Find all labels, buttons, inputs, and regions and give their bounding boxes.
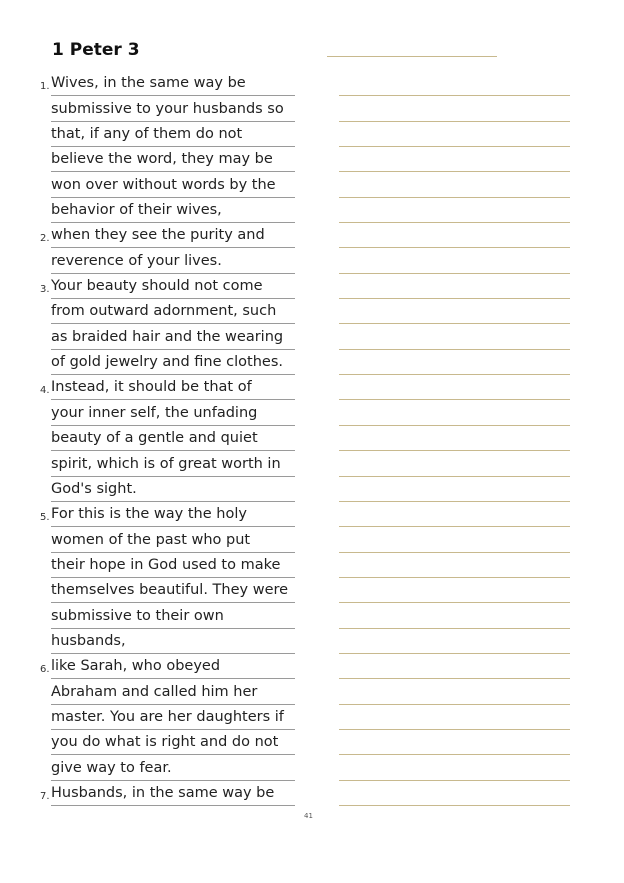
blank-writing-line[interactable] (339, 655, 570, 680)
blank-writing-line[interactable] (339, 199, 570, 224)
verse-line-text: of gold jewelry and fine clothes. (51, 350, 295, 375)
blank-writing-line[interactable] (339, 452, 570, 477)
blank-writing-line[interactable] (339, 680, 570, 705)
verse-line-text: like Sarah, who obeyed (51, 654, 295, 679)
verse-line-text: their hope in God used to make (51, 553, 295, 578)
blank-writing-line[interactable] (339, 148, 570, 173)
blank-writing-line[interactable] (339, 604, 570, 629)
verse-line (0, 630, 320, 655)
blank-writing-line[interactable] (339, 72, 570, 97)
blank-writing-line[interactable] (339, 630, 570, 655)
verse-number: 1. (40, 81, 50, 93)
verse-line-text: submissive to their own (51, 604, 295, 629)
verse-line-text: Instead, it should be that of (51, 375, 295, 400)
title-writing-line[interactable] (327, 56, 497, 57)
verse-line (0, 97, 320, 122)
verse-text-column (0, 72, 320, 807)
verse-line (0, 249, 320, 274)
blank-writing-line[interactable] (339, 224, 570, 249)
blank-writing-line[interactable] (339, 249, 570, 274)
verse-line-text: themselves beautiful. They were (51, 578, 295, 603)
verse-line-text: behavior of their wives, (51, 198, 295, 223)
verse-line-text: believe the word, they may be (51, 147, 295, 172)
verse-line-text: Abraham and called him her (51, 680, 295, 705)
verse-line-text: you do what is right and do not (51, 730, 295, 755)
verse-line (0, 478, 320, 503)
verse-line (0, 782, 320, 807)
verse-line-text: master. You are her daughters if (51, 705, 295, 730)
verse-number: 6. (40, 664, 50, 676)
verse-line (0, 325, 320, 350)
blank-writing-line[interactable] (339, 427, 570, 452)
verse-line-text: Your beauty should not come (51, 274, 295, 299)
blank-writing-line[interactable] (339, 351, 570, 376)
blank-writing-line[interactable] (339, 503, 570, 528)
verse-line (0, 72, 320, 97)
blank-writing-line[interactable] (339, 478, 570, 503)
verse-number: 5. (40, 512, 50, 524)
verse-line (0, 528, 320, 553)
verse-line-text: won over without words by the (51, 173, 295, 198)
verse-number: 4. (40, 385, 50, 397)
verse-line-text: submissive to your husbands so (51, 97, 295, 122)
verse-line (0, 351, 320, 376)
blank-writing-line[interactable] (339, 731, 570, 756)
blank-writing-line[interactable] (339, 706, 570, 731)
verse-line-text: For this is the way the holy (51, 502, 295, 527)
verse-line-text: beauty of a gentle and quiet (51, 426, 295, 451)
verse-line (0, 123, 320, 148)
verse-line-text: from outward adornment, such (51, 299, 295, 324)
blank-writing-line[interactable] (339, 401, 570, 426)
verse-line-text: spirit, which is of great worth in (51, 452, 295, 477)
verse-line (0, 706, 320, 731)
verse-line (0, 148, 320, 173)
verse-line (0, 503, 320, 528)
verse-line-text: that, if any of them do not (51, 122, 295, 147)
verse-line (0, 452, 320, 477)
blank-writing-line[interactable] (339, 275, 570, 300)
verse-line (0, 376, 320, 401)
verse-line (0, 275, 320, 300)
verse-line (0, 401, 320, 426)
verse-line (0, 731, 320, 756)
blank-writing-line[interactable] (339, 173, 570, 198)
verse-line-text: women of the past who put (51, 528, 295, 553)
verse-number: 7. (40, 790, 50, 802)
writing-practice-column (339, 72, 570, 807)
verse-line (0, 604, 320, 629)
verse-line-text: God's sight. (51, 477, 295, 502)
verse-line-text: husbands, (51, 629, 295, 654)
blank-writing-line[interactable] (339, 123, 570, 148)
verse-line-text: give way to fear. (51, 756, 295, 781)
blank-writing-line[interactable] (339, 325, 570, 350)
verse-line (0, 199, 320, 224)
blank-writing-line[interactable] (339, 97, 570, 122)
page-title: 1 Peter 3 (52, 40, 140, 60)
blank-writing-line[interactable] (339, 782, 570, 807)
verse-line (0, 427, 320, 452)
verse-line (0, 224, 320, 249)
verse-line (0, 173, 320, 198)
verse-number: 3. (40, 284, 50, 296)
verse-line (0, 579, 320, 604)
blank-writing-line[interactable] (339, 528, 570, 553)
verse-line-text: your inner self, the unfading (51, 401, 295, 426)
verse-line-text: as braided hair and the wearing (51, 325, 295, 350)
blank-writing-line[interactable] (339, 554, 570, 579)
blank-writing-line[interactable] (339, 300, 570, 325)
verse-line-text: when they see the purity and (51, 223, 295, 248)
verse-number: 2. (40, 233, 50, 245)
verse-line (0, 655, 320, 680)
verse-line-text: reverence of your lives. (51, 249, 295, 274)
blank-writing-line[interactable] (339, 376, 570, 401)
verse-line-text: Wives, in the same way be (51, 71, 295, 96)
page-number: 41 (304, 812, 313, 820)
verse-line-text: Husbands, in the same way be (51, 781, 295, 806)
verse-line (0, 300, 320, 325)
blank-writing-line[interactable] (339, 756, 570, 781)
verse-line (0, 756, 320, 781)
blank-writing-line[interactable] (339, 579, 570, 604)
verse-line (0, 554, 320, 579)
verse-line (0, 680, 320, 705)
